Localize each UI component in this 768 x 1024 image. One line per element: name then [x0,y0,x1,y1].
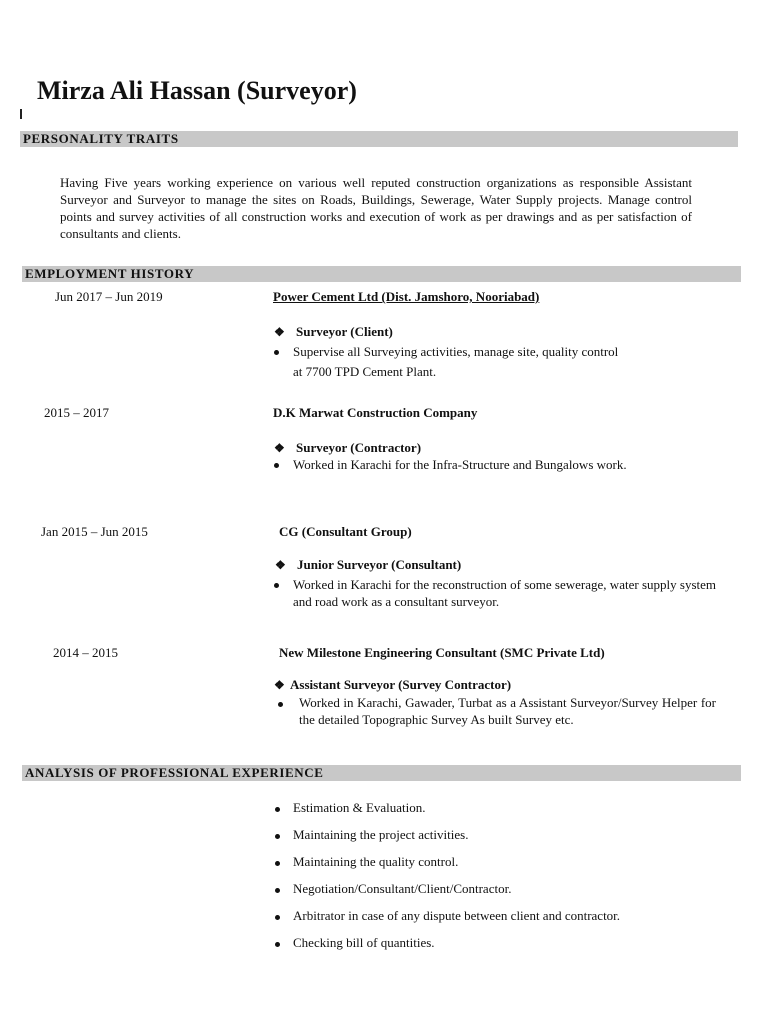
job-role-label: Assistant Surveyor (Survey Contractor) [290,677,512,692]
job-role-label: Junior Surveyor (Consultant) [297,557,462,572]
bullet-dot-icon [274,583,279,588]
job-role [275,557,461,573]
job-company: D.K Marwat Construction Company [273,405,478,420]
skill-item: Maintaining the quality control. [293,854,459,869]
section-personality-traits [20,131,738,147]
job-company: CG (Consultant Group) [279,524,412,539]
traits-paragraph: Having Five years working experience on various well reputed construction organizations as responsible Assistant Surveyor and Surveyor to manage the sites on Roads, Buildings, Sewerage, Water Supply projects. Manage control points and survey activities of all construction works and execution of work as per drawings and as per satisfaction of consultants and clients. [60,175,692,241]
job-role [274,324,393,340]
bullet-dot-icon [278,702,283,707]
section-title: ANALYSIS OF PROFESSIONAL EXPERIENCE [25,765,324,780]
section-title: PERSONALITY TRAITS [23,131,179,146]
diamond-bullet-icon: ❖ [274,325,285,339]
job-bullet-text: Worked in Karachi for the reconstruction of some sewerage, water supply system and road work as a consultant surveyor. [293,577,716,609]
bullet-dot-icon [275,807,280,812]
skill-item: Checking bill of quantities. [293,935,435,950]
bullet-dot-icon [275,888,280,893]
job-bullet-text: Worked in Karachi, Gawader, Turbat as a Assistant Surveyor/Survey Helper for the detailed Topographic Survey As built Survey etc. [299,695,716,727]
job-dates: Jun 2017 – Jun 2019 [55,289,163,304]
bullet-dot-icon [275,915,280,920]
job-company: Power Cement Ltd (Dist. Jamshoro, Nooriabad) [273,289,540,304]
name-rule [20,109,22,119]
job-role [274,440,421,456]
job-role [274,677,511,693]
job-role-label: Surveyor (Client) [296,324,393,339]
job-company: New Milestone Engineering Consultant (SMC Private Ltd) [279,645,605,660]
job-role-label: Surveyor (Contractor) [296,440,422,455]
diamond-bullet-icon: ❖ [274,441,285,455]
job-dates: 2014 – 2015 [53,645,118,660]
section-employment-history [22,266,741,282]
bullet-dot-icon [275,834,280,839]
section-title: EMPLOYMENT HISTORY [25,266,195,281]
diamond-bullet-icon: ❖ [275,558,286,572]
resume-name: Mirza Ali Hassan (Surveyor) [37,76,357,105]
bullet-dot-icon [275,942,280,947]
job-dates: Jan 2015 – Jun 2015 [41,524,148,539]
skill-item: Arbitrator in case of any dispute between client and contractor. [293,908,621,923]
skill-item: Estimation & Evaluation. [293,800,426,815]
bullet-dot-icon [275,861,280,866]
bullet-dot-icon [274,350,279,355]
skill-item: Negotiation/Consultant/Client/Contractor. [293,881,512,896]
diamond-bullet-icon: ❖ [274,678,285,692]
job-bullet-line: Supervise all Surveying activities, manage site, quality control [293,344,619,359]
section-analysis [22,765,741,781]
skill-item: Maintaining the project activities. [293,827,469,842]
job-bullet-text: Worked in Karachi for the Infra-Structure and Bungalows work. [293,457,627,472]
bullet-dot-icon [274,463,279,468]
job-dates: 2015 – 2017 [44,405,109,420]
job-bullet-line: at 7700 TPD Cement Plant. [293,364,437,379]
